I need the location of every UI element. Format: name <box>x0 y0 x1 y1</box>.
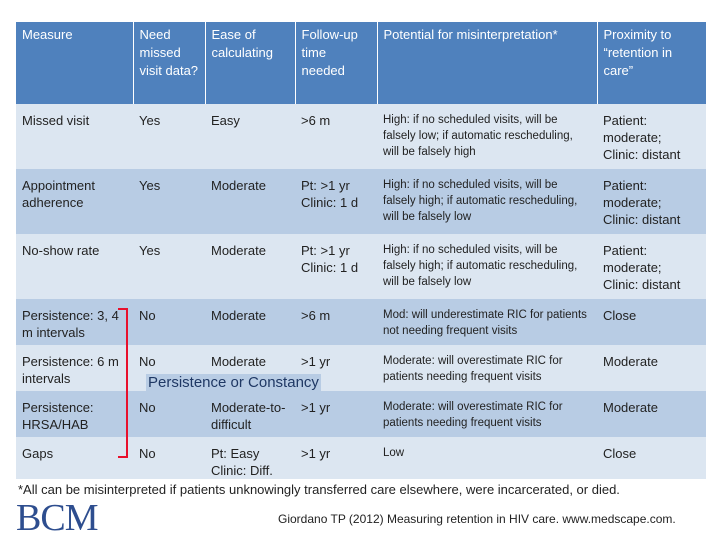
header-proximity-to-retention: Proximity to “retention in care” <box>597 22 706 104</box>
cell-misinterpretation: High: if no scheduled visits, will be falsely high; if automatic rescheduling, will be falsely low <box>377 169 597 234</box>
cell-proximity: Close <box>597 299 706 345</box>
cell-follow-up: >6 m <box>295 104 377 169</box>
cell-proximity: Patient: moderate; Clinic: distant <box>597 234 706 299</box>
cell-measure: Persistence: HRSA/HAB <box>16 391 133 437</box>
cell-need-data: No <box>133 437 205 479</box>
header-follow-up-time: Follow-up time needed <box>295 22 377 104</box>
cell-need-data: Yes <box>133 169 205 234</box>
header-ease-of-calculating: Ease of calculating <box>205 22 295 104</box>
cell-need-data: No <box>133 391 205 437</box>
header-potential-misinterpretation: Potential for misinterpretation* <box>377 22 597 104</box>
table-header-row <box>16 22 706 104</box>
cell-follow-up: >1 yr <box>295 391 377 437</box>
cell-follow-up: >6 m <box>295 299 377 345</box>
bcm-logo: BCM <box>16 497 98 539</box>
cell-measure: Persistence: 3, 4 m intervals <box>16 299 133 345</box>
cell-measure: Persistence: 6 m intervals <box>16 345 133 391</box>
table-row <box>16 169 706 234</box>
table-row <box>16 234 706 299</box>
cell-ease: Pt: Easy Clinic: Diff. <box>205 437 295 479</box>
cell-misinterpretation: Moderate: will overestimate RIC for patients needing frequent visits <box>377 391 597 437</box>
cell-follow-up: >1 yr <box>295 345 377 391</box>
cell-ease: Moderate <box>205 234 295 299</box>
cell-misinterpretation: Mod: will underestimate RIC for patients not needing frequent visits <box>377 299 597 345</box>
cell-need-data: No <box>133 345 205 391</box>
cell-follow-up: Pt: >1 yr Clinic: 1 d <box>295 234 377 299</box>
cell-ease: Moderate-to-difficult <box>205 391 295 437</box>
cell-follow-up: Pt: >1 yr Clinic: 1 d <box>295 169 377 234</box>
cell-misinterpretation: High: if no scheduled visits, will be falsely high; if automatic rescheduling, will be falsely low <box>377 234 597 299</box>
cell-measure: No-show rate <box>16 234 133 299</box>
header-need-missed-visit-data: Need missed visit data? <box>133 22 205 104</box>
table-row <box>16 104 706 169</box>
cell-proximity: Patient: moderate; Clinic: distant <box>597 104 706 169</box>
cell-ease: Easy <box>205 104 295 169</box>
cell-follow-up: >1 yr <box>295 437 377 479</box>
cell-need-data: Yes <box>133 104 205 169</box>
cell-ease: Moderate <box>205 345 295 391</box>
cell-measure: Appointment adherence <box>16 169 133 234</box>
footnote: *All can be misinterpreted if patients unknowingly transferred care elsewhere, were incarcerated, or died. <box>18 482 620 497</box>
cell-misinterpretation: High: if no scheduled visits, will be falsely low; if automatic rescheduling, will be falsely high <box>377 104 597 169</box>
header-measure: Measure <box>16 22 133 104</box>
cell-measure: Missed visit <box>16 104 133 169</box>
cell-need-data: No <box>133 299 205 345</box>
cell-misinterpretation: Moderate: will overestimate RIC for patients needing frequent visits <box>377 345 597 391</box>
cell-misinterpretation: Low <box>377 437 597 479</box>
citation: Giordano TP (2012) Measuring retention in HIV care. www.medscape.com. <box>278 512 676 526</box>
cell-ease: Moderate <box>205 169 295 234</box>
cell-proximity: Patient: moderate; Clinic: distant <box>597 169 706 234</box>
cell-ease: Moderate <box>205 299 295 345</box>
cell-proximity: Moderate <box>597 345 706 391</box>
persistence-bracket <box>118 308 128 458</box>
cell-need-data: Yes <box>133 234 205 299</box>
cell-proximity: Moderate <box>597 391 706 437</box>
bracket-label: Persistence or Constancy <box>148 374 319 391</box>
cell-proximity: Close <box>597 437 706 479</box>
cell-measure: Gaps <box>16 437 133 479</box>
